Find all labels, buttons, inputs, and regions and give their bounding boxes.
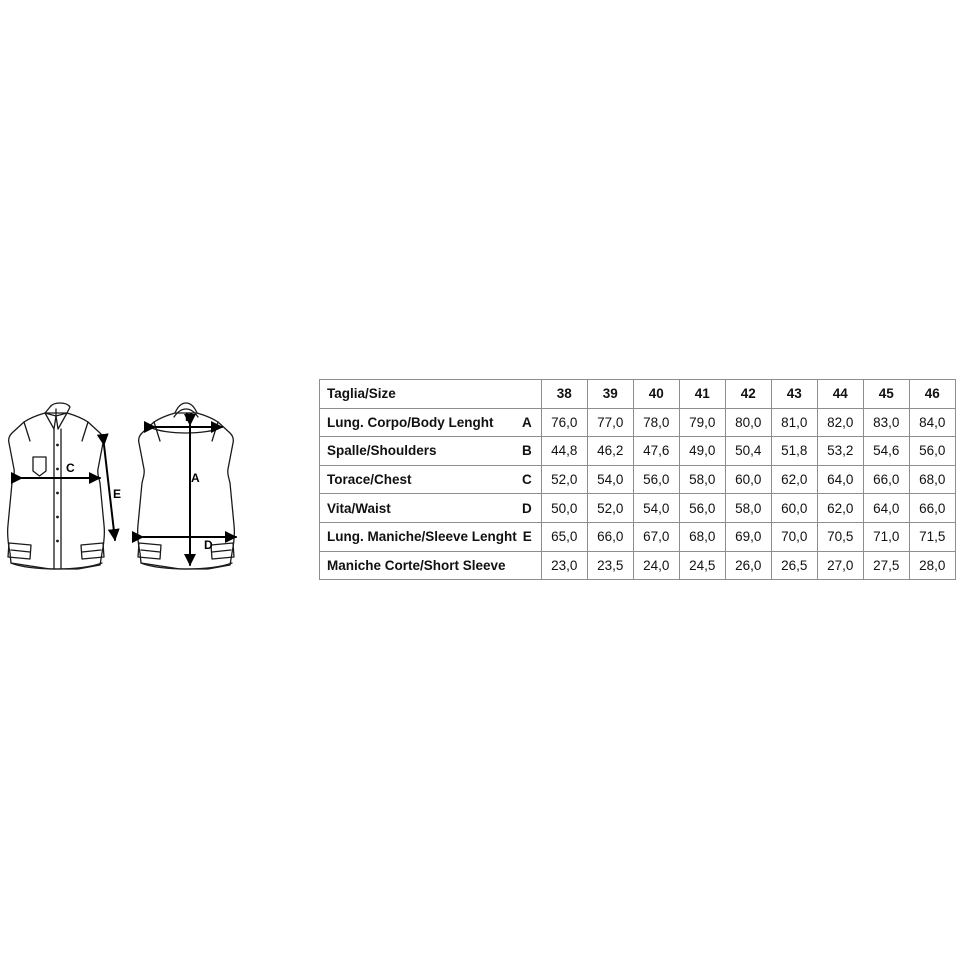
row-label: Vita/Waist — [327, 500, 391, 516]
cell: 65,0 — [541, 522, 587, 551]
size-table-container — [319, 379, 970, 580]
shirt-illustration — [0, 385, 300, 600]
table-row — [320, 522, 956, 551]
cell: 81,0 — [771, 408, 817, 437]
cell: 49,0 — [679, 437, 725, 466]
row-label: Maniche Corte/Short Sleeve — [327, 557, 506, 573]
size-table — [319, 379, 956, 580]
header-size-44: 44 — [817, 380, 863, 409]
row-label: Lung. Corpo/Body Lenght — [327, 414, 494, 430]
cell: 24,0 — [633, 551, 679, 580]
row-label-cell-shoulders — [320, 437, 542, 466]
cell: 26,0 — [725, 551, 771, 580]
cell: 46,2 — [587, 437, 633, 466]
row-letter: A — [522, 414, 532, 430]
marker-a: A — [191, 471, 200, 485]
cell: 56,0 — [633, 465, 679, 494]
cell: 62,0 — [771, 465, 817, 494]
cell: 51,8 — [771, 437, 817, 466]
cell: 80,0 — [725, 408, 771, 437]
row-label-cell-sleeve-length — [320, 522, 542, 551]
cell: 56,0 — [679, 494, 725, 523]
cell: 83,0 — [863, 408, 909, 437]
cell: 47,6 — [633, 437, 679, 466]
cell: 28,0 — [909, 551, 955, 580]
cell: 23,0 — [541, 551, 587, 580]
size-table-body — [320, 380, 956, 580]
cell: 27,5 — [863, 551, 909, 580]
marker-e: E — [113, 487, 122, 501]
marker-c: C — [66, 461, 75, 475]
cell: 64,0 — [863, 494, 909, 523]
header-size-40: 40 — [633, 380, 679, 409]
table-row — [320, 437, 956, 466]
cell: 26,5 — [771, 551, 817, 580]
cell: 78,0 — [633, 408, 679, 437]
table-header-row — [320, 380, 956, 409]
cell: 23,5 — [587, 551, 633, 580]
cell: 53,2 — [817, 437, 863, 466]
header-size-42: 42 — [725, 380, 771, 409]
cell: 68,0 — [679, 522, 725, 551]
cell: 24,5 — [679, 551, 725, 580]
header-size-39: 39 — [587, 380, 633, 409]
cell: 79,0 — [679, 408, 725, 437]
header-label-cell — [320, 380, 542, 409]
cell: 60,0 — [725, 465, 771, 494]
row-label-cell-chest — [320, 465, 542, 494]
row-label: Torace/Chest — [327, 472, 412, 488]
row-letter: E — [522, 529, 532, 545]
cell: 69,0 — [725, 522, 771, 551]
row-letter: D — [522, 500, 532, 516]
cell: 82,0 — [817, 408, 863, 437]
cell: 60,0 — [771, 494, 817, 523]
cell: 67,0 — [633, 522, 679, 551]
cell: 71,5 — [909, 522, 955, 551]
cell: 54,0 — [633, 494, 679, 523]
table-row — [320, 465, 956, 494]
row-label: Lung. Maniche/Sleeve Lenght — [327, 529, 517, 545]
cell: 58,0 — [679, 465, 725, 494]
cell: 70,0 — [771, 522, 817, 551]
header-size-45: 45 — [863, 380, 909, 409]
cell: 66,0 — [587, 522, 633, 551]
cell: 76,0 — [541, 408, 587, 437]
header-size-46: 46 — [909, 380, 955, 409]
cell: 27,0 — [817, 551, 863, 580]
cell: 54,6 — [863, 437, 909, 466]
row-label-cell-body-length — [320, 408, 542, 437]
table-row — [320, 408, 956, 437]
marker-d: D — [204, 538, 213, 552]
cell: 58,0 — [725, 494, 771, 523]
marker-b: B — [185, 410, 194, 424]
shirt-front-view — [8, 403, 105, 569]
cell: 66,0 — [863, 465, 909, 494]
cell: 62,0 — [817, 494, 863, 523]
cell: 64,0 — [817, 465, 863, 494]
cell: 70,5 — [817, 522, 863, 551]
row-label-cell-waist — [320, 494, 542, 523]
row-letter: C — [522, 472, 532, 488]
header-size-41: 41 — [679, 380, 725, 409]
header-size-38: 38 — [541, 380, 587, 409]
row-label: Spalle/Shoulders — [327, 443, 437, 459]
cell: 54,0 — [587, 465, 633, 494]
cell: 50,0 — [541, 494, 587, 523]
row-letter: B — [522, 443, 532, 459]
cell: 71,0 — [863, 522, 909, 551]
cell: 56,0 — [909, 437, 955, 466]
cell: 66,0 — [909, 494, 955, 523]
cell: 50,4 — [725, 437, 771, 466]
header-size-43: 43 — [771, 380, 817, 409]
cell: 52,0 — [587, 494, 633, 523]
cell: 44,8 — [541, 437, 587, 466]
table-row — [320, 551, 956, 580]
table-row — [320, 494, 956, 523]
cell: 77,0 — [587, 408, 633, 437]
cell: 68,0 — [909, 465, 955, 494]
cell: 52,0 — [541, 465, 587, 494]
cell: 84,0 — [909, 408, 955, 437]
row-label-cell-short-sleeve — [320, 551, 542, 580]
header-label: Taglia/Size — [327, 386, 396, 402]
